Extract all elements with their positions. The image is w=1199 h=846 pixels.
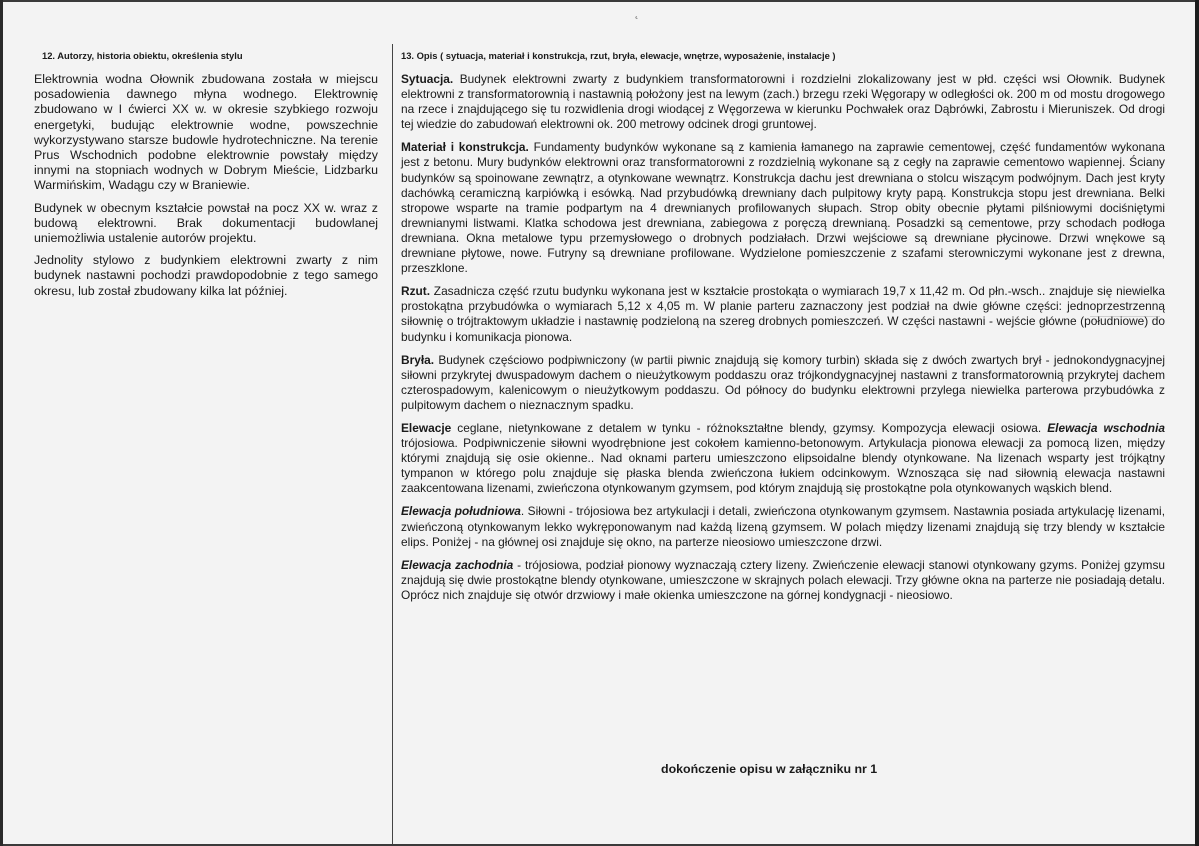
paragraph-lead: Rzut.: [401, 284, 431, 299]
paragraph-text: - trójosiowa, podział pionowy wyznaczają cztery lizeny. Zwieńczenie elewacji stanowi otynkowany gzyms. Poniżej gzymsu znajdują się dwie prostokątne blendy otynkowane, umieszczone w skrajnych polach elewacji. Trzy główne okna na parterze nie posiadają detalu. Oprócz nich znajduje się otwór drzwiowy i małe okienka umieszczone na górnej kondygnacji - nieosiowo.: [401, 557, 1165, 602]
history-paragraph: Jednolity stylowo z budynkiem elektrowni zwarty z nim budynek nastawni pochodzi prawdopodobnie z tego samego okresu, lub został zbudowany kilka lat później.: [34, 253, 378, 298]
description-paragraph-elewacja-poludniowa: [401, 504, 1165, 549]
scan-edge-left: [0, 0, 3, 846]
paragraph-lead: Elewacje: [401, 420, 452, 435]
paragraph-lead: Materiał i konstrukcja.: [401, 140, 529, 155]
column-divider: [392, 44, 393, 844]
history-paragraph: Budynek w obecnym kształcie powstał na pocz XX w. wraz z budową elektrowni. Brak dokumentacji budowlanej uniemożliwia ustalenie autorów projektu.: [34, 200, 378, 246]
paragraph-text: trójosiowa. Podpiwniczenie siłowni wyodrębnione jest cokołem kamienno-betonowym. Artykulacja pionowa elewacji za pomocą lizen, między którymi znajdują się osie okienne.. Nad oknami parteru umieszczono elipsoidalne blendy otynkowane. Na lizenach wsparty jest trójkątny tympanon w którego polu znajduje się płaska blenda zwieńczona łukiem odcinkowym. Wznosząca się nad siłownią elewacja nastawni zaakcentowana lizenami, zwieńczona otynkowanym gzymsem, pod którym znajdują się prostokątne pola otynkowanych wąskich blend.: [401, 436, 1165, 496]
scan-speck: ˛: [635, 5, 639, 19]
description-paragraph-elewacja-zachodnia: [401, 558, 1165, 603]
description-paragraph-sytuacja: [401, 72, 1165, 132]
paragraph-text: Zasadnicza część rzutu budynku wykonana jest w kształcie prostokąta o wymiarach 19,7 x 11,42 m. Od płn.-wsch.. znajduje się niewielka prostokątna przybudówka o wymiarach 5,12 x 4,05 m. W planie parteru zaznaczony jest podział na dwie główne części: jednoprzestrzenną siłownię o trójtraktowym układzie i nastawnię podzieloną na szereg drobnych pomieszczeń. W części nastawni - wejście główne (południowe) do budynku i komunikacja pionowa.: [401, 284, 1165, 344]
continuation-note: dokończenie opisu w załączniku nr 1: [661, 762, 878, 776]
scan-edge-top: [0, 0, 1199, 2]
section-12-header: 12. Autorzy, historia obiektu, określenia stylu: [42, 50, 243, 61]
description-paragraph-bryla: [401, 353, 1165, 413]
scan-edge-right: [1195, 0, 1199, 846]
paragraph-text: ceglane, nietynkowane z detalem w tynku - różnokształtne blendy, gzymsy. Kompozycja elewacji osiowa.: [451, 420, 1048, 435]
section-13-header: 13. Opis ( sytuacja, materiał i konstrukcja, rzut, bryła, elewacje, wnętrze, wyposażenie, instalacje ): [401, 50, 836, 61]
paragraph-text: Budynek częściowo podpiwniczony (w partii piwnic znajdują się komory turbin) składa się z dwóch zwartych brył - jednokondygnacyjnej siłowni przykrytej dwuspadowym dachem o nieużytkowym poddaszu oraz trójkondygnacyjnej nastawni z transformatorownią przykrytej dachem czterospadowym, kalenicowym o nieużytkowym poddaszu. Od północy do budynku elektrowni przylega niewielka parterowa przybudówka z pulpitowym dachem o nieznacznym spadku.: [401, 352, 1165, 412]
paragraph-lead: Elewacja południowa: [401, 504, 521, 519]
paragraph-text: Budynek elektrowni zwarty z budynkiem transformatorowni i rozdzielni zlokalizowany jest w płd. części wsi Ołownik. Budynek elektrowni z transformatorownią i nastawnią położony jest na lewym (zach.) brzegu rzeki Węgorapy w odległości ok. 200 m od mostu drogowego na rzece i znajdującego się tu rozwidlenia drogi wiodącej z Węgorzewa w kierunku Pochwałek oraz Dąbrówki, Zabrostu i Mieruniszek. Od drogi tej wiedzie do zabudowań elektrowni ok. 200 metrowy odcinek drogi gruntowej.: [401, 72, 1165, 132]
description-paragraph-rzut: [401, 284, 1165, 344]
description-paragraph-elewacje: [401, 421, 1165, 496]
description-paragraph-material: [401, 140, 1165, 276]
paragraph-text: . Siłowni - trójosiowa bez artykulacji i detali, zwieńczona otynkowanym gzymsem. Nastawnia posiada artykulację lizenami, zwieńczoną otynkowanym lekko wykręponowanym nad każdą lizeną gzymsem. W polach między lizenami znajdują się trzy blendy w kształcie elips. Poniżej - na głównej osi znajduje się okno, na parterze nieosiowo umieszczone drzwi.: [401, 504, 1166, 549]
left-column: [34, 50, 378, 306]
paragraph-lead: Elewacja zachodnia: [401, 557, 514, 572]
paragraph-sublead: Elewacja wschodnia: [1047, 420, 1165, 435]
right-column: [401, 50, 1165, 611]
paragraph-lead: Bryła.: [401, 352, 435, 367]
paragraph-text: Fundamenty budynków wykonane są z kamienia łamanego na zaprawie cementowej, część fundamentów wykonana jest z betonu. Mury budynków elektrowni oraz transformatorowni z rozdzielnią wykonane są z cegły na zaprawie cementowo wapiennej. Ściany budynków są spoinowane zewnątrz, a otynkowane wewnątrz. Konstrukcja dachu jest drewniana o stolcu wiszącym podwójnym. Dach jest kryty dachówką ceramiczną karpiówką i esówką. Nad przybudówką drewniany dach pulpitowy kryty papą. Konstrukcja stopu jest drewniana. Belki stropowe wsparte na tramie podpartym na 4 drewnianych profilowanych słupach. Strop obity obecnie płytami pilśniowymi dociśniętymi drewnianymi listwami. Klatka schodowa jest drewniana, zabiegowa z poręczą drewnianą. Posadzki są cementowe, przy schodach podłoga drewniana. Okna metalowe typu przemysłowego o drobnych podziałach. Drzwi wejściowe są drewniane płycinowe. Drzwi wnękowe są drewniane płytowe, nowe. Futryny są drewniane profilowane. Wydzielone pomieszczenie z szafami sterowniczymi wykonane jest z drewna, przeszklone.: [401, 140, 1165, 276]
history-paragraph: Elektrownia wodna Ołownik zbudowana została w miejscu posadowienia dawnego młyna wodnego. Elektrownię zbudowano w I ćwierci XX w. w okresie szybkiego rozwoju energetyki, budując elektrownie wodne, powszechnie wykorzystywano starsze budowle hydrotechniczne. Na terenie Prus Wschodnich podobne elektrownie powstały między innymi na stopniach wodnych w Dobrym Mieście, Lidzbarku Warmińskim, Wadągu czy w Braniewie.: [34, 72, 378, 193]
paragraph-lead: Sytuacja.: [401, 72, 454, 86]
